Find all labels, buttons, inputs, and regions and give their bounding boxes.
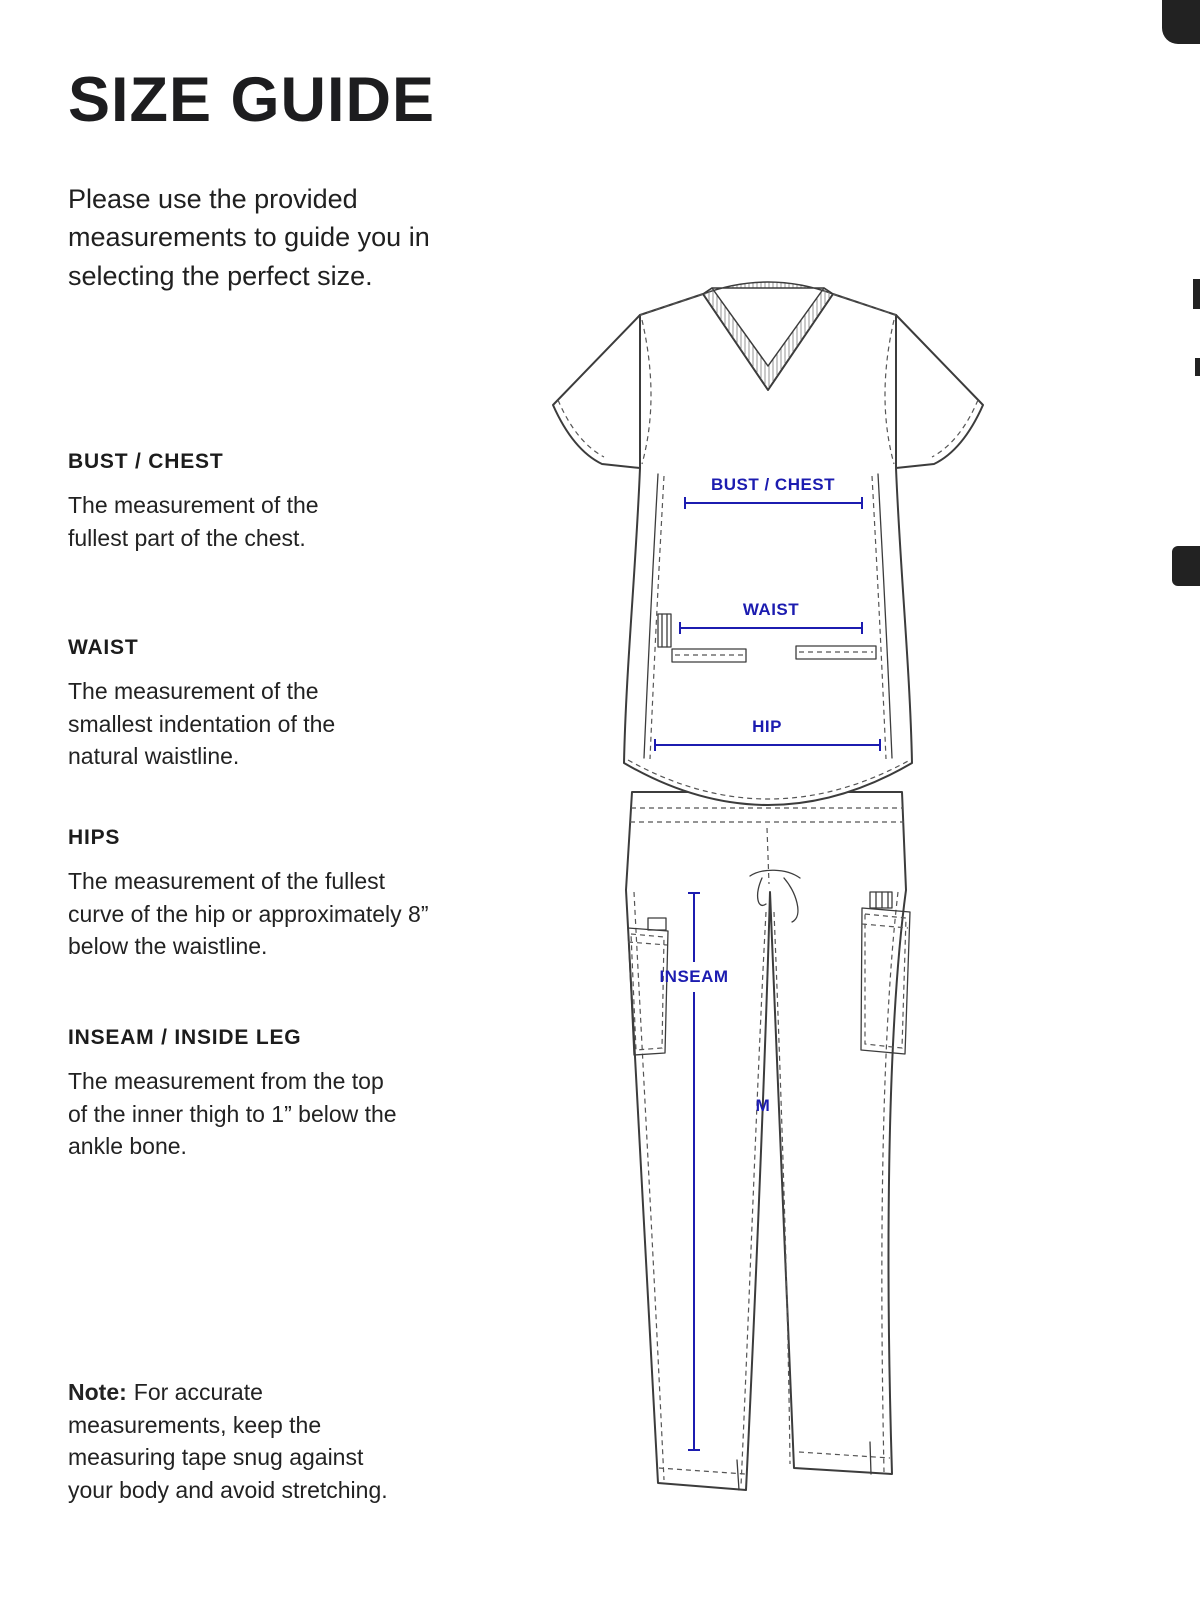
section-bust-chest <box>68 450 363 554</box>
section-waist <box>68 636 368 773</box>
inseam-label: INSEAM <box>659 967 729 986</box>
scrub-pants-drawing <box>626 792 910 1490</box>
edge-artifact <box>1193 279 1200 309</box>
section-hips <box>68 826 446 963</box>
edge-artifact <box>1195 358 1200 376</box>
scrubs-measurement-diagram <box>540 278 1000 1528</box>
section-body: The measurement of the smallest indentation of the natural waistline. <box>68 678 336 770</box>
hip-label: HIP <box>752 717 782 736</box>
section-body: The measurement of the fullest part of the chest. <box>68 492 319 551</box>
waist-label: WAIST <box>742 600 800 619</box>
section-inseam <box>68 1026 400 1163</box>
note-text <box>68 1376 413 1507</box>
note-label: Note: <box>68 1379 127 1405</box>
page-title: SIZE GUIDE <box>68 65 436 135</box>
size-marker: M <box>755 1096 771 1115</box>
edge-artifact <box>1162 0 1200 44</box>
bust-chest-label: BUST / CHEST <box>710 475 836 494</box>
section-heading: WAIST <box>68 636 139 659</box>
section-heading: HIPS <box>68 826 121 849</box>
section-heading: INSEAM / INSIDE LEG <box>68 1026 302 1049</box>
intro-text: Please use the provided measurements to guide you in selecting the perfect size. <box>68 184 430 291</box>
section-heading: BUST / CHEST <box>68 450 224 473</box>
section-body: The measurement from the top of the inner thigh to 1” below the ankle bone. <box>68 1068 397 1160</box>
note-body: For accurate measurements, keep the measuring tape snug against your body and avoid stretching. <box>68 1379 388 1503</box>
section-body: The measurement of the fullest curve of the hip or approximately 8” below the waistline. <box>68 868 429 960</box>
edge-artifact <box>1172 546 1200 586</box>
